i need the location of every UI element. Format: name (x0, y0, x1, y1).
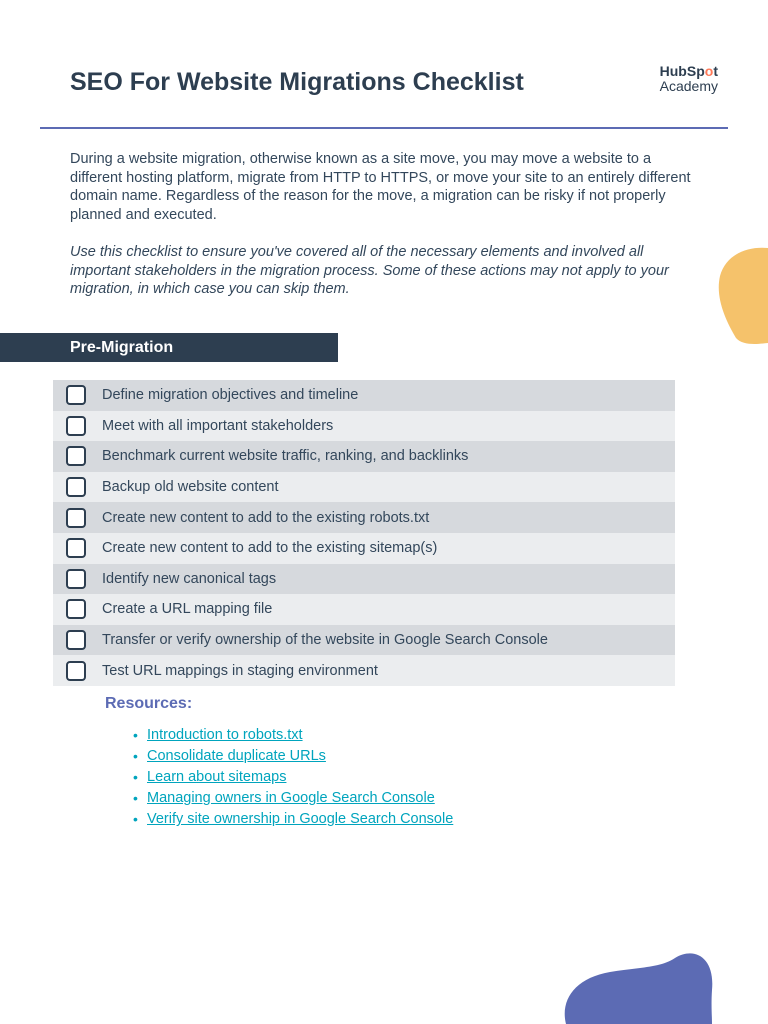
bullet-icon: • (133, 768, 138, 785)
bullet-icon: • (133, 811, 138, 828)
page-title: SEO For Website Migrations Checklist (70, 68, 524, 96)
checklist-item (53, 625, 675, 656)
checkbox[interactable] (66, 661, 86, 681)
checklist-item (53, 380, 675, 411)
checklist-item-label: Create a URL mapping file (102, 601, 273, 618)
intro-italic-note: Use this checklist to ensure you've covered all of the necessary elements and involved all important stakeholders in the migration process. Some of these actions may not apply to your migration, in which case you can skip them. (70, 244, 669, 298)
resource-link-duplicate-urls[interactable]: Consolidate duplicate URLs (147, 747, 326, 764)
list-item (133, 745, 453, 766)
logo-sub: Academy (659, 78, 718, 95)
checklist-item (53, 441, 675, 472)
decorative-blob-yellow (718, 246, 768, 346)
checklist-item (53, 533, 675, 564)
checklist-item-label: Create new content to add to the existing robots.txt (102, 509, 430, 526)
checklist-item-label: Benchmark current website traffic, ranking, and backlinks (102, 448, 469, 465)
checkbox[interactable] (66, 569, 86, 589)
resources-list (133, 724, 453, 830)
bullet-icon: • (133, 747, 138, 764)
resource-link-managing-owners[interactable]: Managing owners in Google Search Console (147, 790, 435, 807)
hubspot-academy-logo (660, 64, 718, 95)
section-header-pre-migration: Pre-Migration (0, 333, 338, 362)
resource-link-verify-ownership[interactable]: Verify site ownership in Google Search Console (147, 811, 454, 828)
checkbox[interactable] (66, 416, 86, 436)
resource-link-robots-txt[interactable]: Introduction to robots.txt (147, 726, 303, 743)
checklist-item-label: Test URL mappings in staging environment (102, 662, 378, 679)
checklist-item-label: Identify new canonical tags (102, 570, 277, 587)
checkbox[interactable] (66, 538, 86, 558)
checklist (53, 380, 675, 686)
logo-brand: HubSpot (659, 63, 718, 79)
list-item (133, 766, 453, 787)
intro-paragraph: During a website migration, otherwise known as a site move, you may move a website to a different hosting platform, migrate from HTTP to HTTPS, or move your site to an entirely different domain name. Regardless of the reason for the move, a migration can be risky if not properly planned and executed. (70, 151, 691, 223)
checklist-item-label: Backup old website content (102, 479, 279, 496)
decorative-blob-blue (560, 950, 720, 1024)
checklist-item (53, 655, 675, 686)
checklist-item-label: Transfer or verify ownership of the website in Google Search Console (102, 632, 548, 649)
list-item (133, 809, 453, 830)
checkbox[interactable] (66, 446, 86, 466)
resource-link-sitemaps[interactable]: Learn about sitemaps (147, 768, 287, 785)
bullet-icon: • (133, 726, 138, 743)
checklist-item (53, 594, 675, 625)
checkbox[interactable] (66, 599, 86, 619)
checklist-item (53, 502, 675, 533)
checkbox[interactable] (66, 385, 86, 405)
bullet-icon: • (133, 790, 138, 807)
checklist-item-label: Meet with all important stakeholders (102, 417, 334, 434)
checkbox[interactable] (66, 630, 86, 650)
resources-heading: Resources: (105, 695, 193, 712)
checkbox[interactable] (66, 508, 86, 528)
checklist-item (53, 564, 675, 595)
checklist-item-label: Create new content to add to the existing sitemap(s) (102, 540, 438, 557)
list-item (133, 724, 453, 745)
checklist-item (53, 411, 675, 442)
checkbox[interactable] (66, 477, 86, 497)
checklist-item (53, 472, 675, 503)
list-item (133, 788, 453, 809)
header-divider (40, 127, 728, 129)
checklist-item-label: Define migration objectives and timeline (102, 387, 359, 404)
